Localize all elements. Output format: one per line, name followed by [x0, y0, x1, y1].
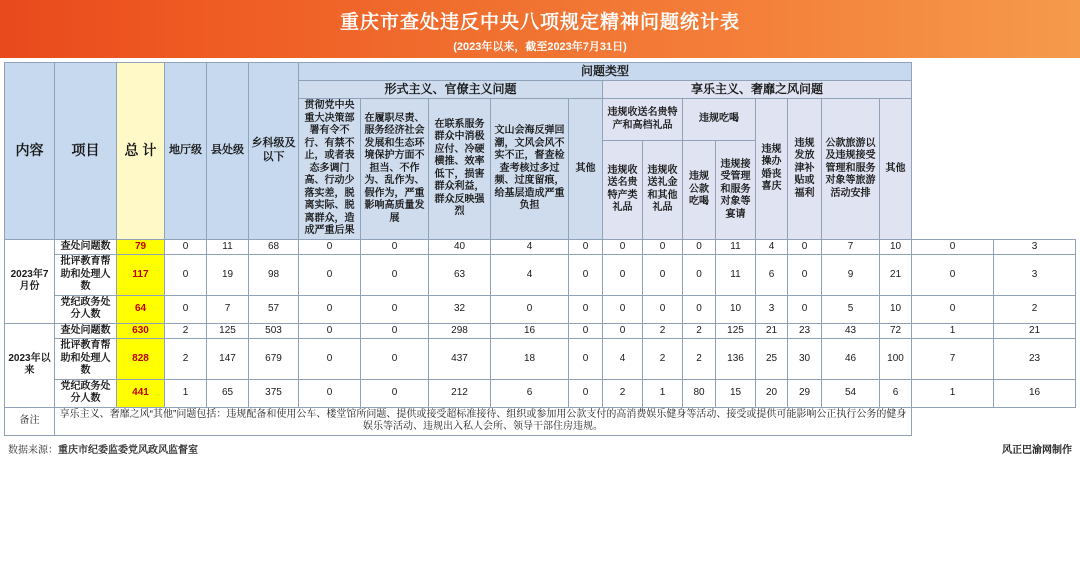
row-total: 441	[117, 379, 165, 407]
cell: 0	[299, 379, 361, 407]
table-row	[5, 239, 1076, 255]
cell: 2	[643, 323, 683, 339]
cell: 57	[249, 295, 299, 323]
col-hedonism-gift-specialty: 违规收送名贵特产类礼品	[603, 141, 643, 239]
col-formalism-2: 在履职尽责、服务经济社会发展和生态环境保护方面不担当、不作为、乱作为、假作为，严重影响高质量发展	[361, 99, 429, 240]
cell: 21	[756, 323, 788, 339]
cell: 0	[603, 255, 643, 296]
cell: 11	[716, 239, 756, 255]
cell: 0	[603, 239, 643, 255]
cell: 2	[683, 339, 716, 380]
cell: 80	[683, 379, 716, 407]
cell: 18	[491, 339, 569, 380]
col-hedonism-banquet: 违规接受管理和服务对象等宴请	[716, 141, 756, 239]
cell: 0	[299, 239, 361, 255]
cell: 1	[912, 323, 994, 339]
cell: 0	[912, 295, 994, 323]
cell: 147	[207, 339, 249, 380]
row-total: 828	[117, 339, 165, 380]
cell: 0	[299, 323, 361, 339]
row-total: 117	[117, 255, 165, 296]
cell: 0	[299, 255, 361, 296]
cell: 29	[788, 379, 822, 407]
row-label: 批评教育帮助和处理人数	[55, 255, 117, 296]
cell: 10	[880, 295, 912, 323]
cell: 0	[643, 239, 683, 255]
cell: 68	[249, 239, 299, 255]
group-label-ytd: 2023年以来	[5, 323, 55, 407]
row-label: 查处问题数	[55, 239, 117, 255]
cell: 4	[491, 255, 569, 296]
cell: 2	[165, 323, 207, 339]
cell: 437	[429, 339, 491, 380]
page-banner	[0, 0, 1080, 58]
cell: 503	[249, 323, 299, 339]
row-total: 79	[117, 239, 165, 255]
cell: 2	[994, 295, 1076, 323]
cell: 40	[429, 239, 491, 255]
cell: 0	[361, 295, 429, 323]
cell: 46	[822, 339, 880, 380]
cell: 16	[994, 379, 1076, 407]
cell: 2	[683, 323, 716, 339]
table-row	[5, 255, 1076, 296]
header-diting: 地厅级	[165, 63, 207, 240]
cell: 1	[912, 379, 994, 407]
cell: 125	[207, 323, 249, 339]
cell: 32	[429, 295, 491, 323]
cell: 3	[994, 255, 1076, 296]
header-group-hedonism: 享乐主义、奢靡之风问题	[603, 81, 912, 99]
cell: 21	[880, 255, 912, 296]
cell: 0	[603, 323, 643, 339]
cell: 16	[491, 323, 569, 339]
cell: 0	[569, 295, 603, 323]
cell: 0	[165, 255, 207, 296]
cell: 125	[716, 323, 756, 339]
col-hedonism-gift-group: 违规收送名贵特产和高档礼品	[603, 99, 683, 141]
producer-credit: 风正巴渝网制作	[1002, 444, 1072, 456]
statistics-table	[4, 62, 1076, 436]
cell: 11	[207, 239, 249, 255]
cell: 10	[880, 239, 912, 255]
cell: 0	[683, 255, 716, 296]
cell: 0	[569, 323, 603, 339]
col-hedonism-wedding: 违规操办婚丧喜庆	[756, 99, 788, 240]
cell: 19	[207, 255, 249, 296]
col-formalism-other: 其他	[569, 99, 603, 240]
col-hedonism-travel: 公款旅游以及违规接受管理和服务对象等旅游活动安排	[822, 99, 880, 240]
cell: 0	[299, 295, 361, 323]
cell: 63	[429, 255, 491, 296]
cell: 0	[569, 239, 603, 255]
cell: 0	[361, 323, 429, 339]
cell: 6	[491, 379, 569, 407]
cell: 0	[491, 295, 569, 323]
row-label: 党纪政务处分人数	[55, 379, 117, 407]
header-row-1	[5, 63, 1076, 81]
col-formalism-3: 在联系服务群众中消极应付、冷硬横推、效率低下，损害群众利益，群众反映强烈	[429, 99, 491, 240]
cell: 0	[569, 339, 603, 380]
table-footer	[4, 439, 1076, 456]
col-hedonism-gift-cash: 违规收送礼金和其他礼品	[643, 141, 683, 239]
col-formalism-1: 贯彻党中央重大决策部署有令不行、有禁不止，或者表态多调门高、行动少落实差，脱离实际、脱离群众，造成严重后果	[299, 99, 361, 240]
cell: 0	[643, 295, 683, 323]
header-problem-type: 问题类型	[299, 63, 912, 81]
cell: 0	[683, 239, 716, 255]
cell: 0	[165, 295, 207, 323]
cell: 2	[165, 339, 207, 380]
cell: 0	[788, 295, 822, 323]
cell: 9	[822, 255, 880, 296]
cell: 100	[880, 339, 912, 380]
row-label: 批评教育帮助和处理人数	[55, 339, 117, 380]
cell: 0	[299, 339, 361, 380]
header-content: 内容	[5, 63, 55, 240]
cell: 72	[880, 323, 912, 339]
cell: 212	[429, 379, 491, 407]
header-group-formalism: 形式主义、官僚主义问题	[299, 81, 603, 99]
cell: 30	[788, 339, 822, 380]
cell: 136	[716, 339, 756, 380]
row-label: 党纪政务处分人数	[55, 295, 117, 323]
col-hedonism-eat-group: 违规吃喝	[683, 99, 756, 141]
cell: 6	[880, 379, 912, 407]
data-source-value: 重庆市纪委监委党风政风监督室	[58, 444, 198, 456]
cell: 98	[249, 255, 299, 296]
table-row	[5, 295, 1076, 323]
cell: 1	[643, 379, 683, 407]
cell: 6	[756, 255, 788, 296]
cell: 0	[603, 295, 643, 323]
cell: 0	[569, 255, 603, 296]
cell: 3	[756, 295, 788, 323]
cell: 0	[788, 239, 822, 255]
cell: 0	[912, 255, 994, 296]
cell: 0	[361, 379, 429, 407]
note-row	[5, 407, 1076, 435]
cell: 0	[361, 339, 429, 380]
page-title: 重庆市查处违反中央八项规定精神问题统计表	[339, 11, 740, 33]
cell: 3	[994, 239, 1076, 255]
col-formalism-4: 文山会海反弹回潮，文风会风不实不正，督查检查考核过多过频、过度留痕，给基层造成严重负担	[491, 99, 569, 240]
cell: 0	[643, 255, 683, 296]
cell: 0	[683, 295, 716, 323]
group-label-july: 2023年7月份	[5, 239, 55, 323]
table-row	[5, 379, 1076, 407]
header-project: 项目	[55, 63, 117, 240]
cell: 15	[716, 379, 756, 407]
cell: 7	[822, 239, 880, 255]
cell: 20	[756, 379, 788, 407]
row-total: 630	[117, 323, 165, 339]
cell: 23	[788, 323, 822, 339]
data-source-label: 数据来源：	[8, 444, 58, 456]
cell: 0	[361, 255, 429, 296]
row-label: 查处问题数	[55, 323, 117, 339]
cell: 2	[603, 379, 643, 407]
cell: 0	[569, 379, 603, 407]
cell: 7	[207, 295, 249, 323]
table-row	[5, 323, 1076, 339]
cell: 679	[249, 339, 299, 380]
cell: 11	[716, 255, 756, 296]
cell: 54	[822, 379, 880, 407]
cell: 298	[429, 323, 491, 339]
cell: 21	[994, 323, 1076, 339]
cell: 2	[643, 339, 683, 380]
cell: 375	[249, 379, 299, 407]
cell: 23	[994, 339, 1076, 380]
cell: 0	[165, 239, 207, 255]
header-xiangke: 乡科级及以下	[249, 63, 299, 240]
table-row	[5, 339, 1076, 380]
cell: 0	[912, 239, 994, 255]
row-total: 64	[117, 295, 165, 323]
cell: 4	[756, 239, 788, 255]
col-hedonism-public-funds-dining: 违规公款吃喝	[683, 141, 716, 239]
cell: 1	[165, 379, 207, 407]
cell: 4	[603, 339, 643, 380]
header-xianchu: 县处级	[207, 63, 249, 240]
data-source	[8, 441, 198, 456]
cell: 5	[822, 295, 880, 323]
cell: 7	[912, 339, 994, 380]
cell: 4	[491, 239, 569, 255]
note-text: 享乐主义、奢靡之风“其他”问题包括：违规配备和使用公车、楼堂馆所问题、提供或接受超标准接待、组织或参加用公款支付的高消费娱乐健身等活动、接受或提供可能影响公正执行公务的健身娱乐等活动、违规出入私人会所、领导干部住房违规。	[55, 407, 912, 435]
col-hedonism-allowance: 违规发放津补贴或福利	[788, 99, 822, 240]
note-label: 备注	[5, 407, 55, 435]
cell: 65	[207, 379, 249, 407]
page-subtitle: (2023年以来，截至2023年7月31日)	[453, 40, 627, 53]
cell: 25	[756, 339, 788, 380]
cell: 0	[361, 239, 429, 255]
cell: 10	[716, 295, 756, 323]
cell: 43	[822, 323, 880, 339]
cell: 0	[788, 255, 822, 296]
col-hedonism-other: 其他	[880, 99, 912, 240]
header-total: 总 计	[117, 63, 165, 240]
